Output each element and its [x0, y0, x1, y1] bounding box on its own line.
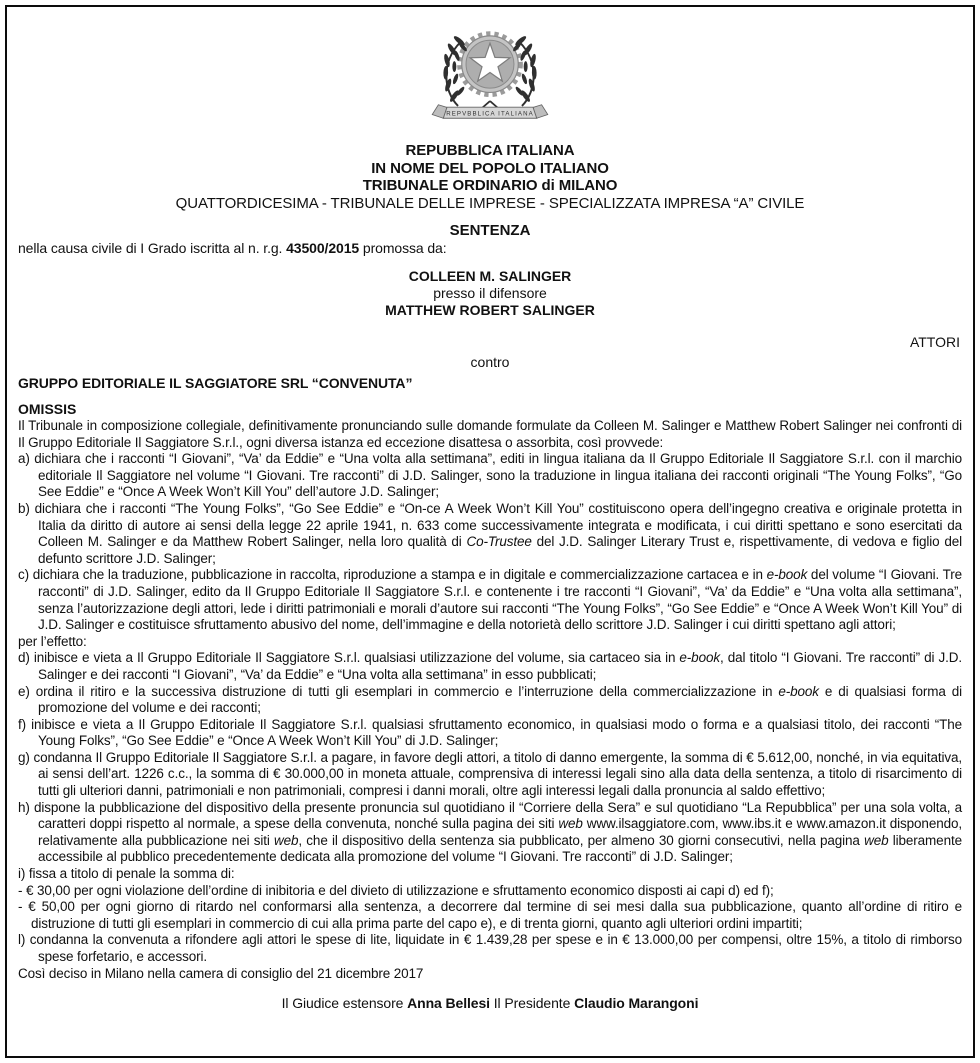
body-paragraph	[18, 717, 962, 750]
text-segment: web	[558, 816, 583, 832]
text-segment: web	[274, 832, 299, 848]
body-paragraph	[18, 684, 962, 717]
text-segment: l) condanna la convenuta a rifondere agli attori le spese di lite, liquidate in € 1.439,28 per spese e in € 13.000,00 per compensi, oltre 15%, a titolo di rimborso spese forfetario, e accessori.	[18, 932, 962, 964]
body-paragraph	[18, 418, 962, 451]
document-type-title: SENTENZA	[449, 222, 531, 239]
text-segment: g) condanna Il Gruppo Editoriale Il Saggiatore S.r.l. a pagare, in favore degli attori, a titolo di danno emergente, la somma di € 5.612,00, nonché, in via equitativa, ai sensi dell’art. 1226 c.c., la somma di € 30.000,00 in moneta attuale, comprensiva di interessi legali sino alla data della sentenza, a titolo di risarcimento di tutti gli ulteriori danni, patrimoniali e non patrimoniali, compresi i danni morali, oltre agli interessi legali dalla pronuncia al saldo effettivo;	[18, 749, 962, 799]
text-segment: i) fissa a titolo di penale la somma di:	[18, 866, 235, 882]
text-segment: , che il dispositivo della sentenza sia pubblicato, per almeno 30 giorni consecutivi, nella pagina	[298, 832, 865, 848]
text-segment: web	[864, 832, 889, 848]
body-paragraph	[18, 883, 962, 900]
body-paragraph	[18, 501, 962, 567]
text-segment: h) dispone la pubblicazione del dispositivo della presente pronuncia sul quotidiano il “Corriere della Sera” e sul quotidiano “La Repubblica” per una sola volta, a caratteri doppi rispetto al normale, a spese della convenuta, nonché sulla pagina dei siti	[18, 799, 962, 832]
text-segment: b) dichiara che i racconti “The Young Folks”, “Go See Eddie” e “On-ce A Week Won’t Kill You” costituiscono opera dell’ingegno creativa e originale protetta in Italia da diritto di autore ai sensi della legge 22 aprile 1941, n. 633 come successivamente integrata e modificata, i cui diritti spettano e sono esercitati da Colleen M. Salinger e da Matthew Robert Salinger, nella loro qualità di	[18, 500, 962, 550]
text-segment: , dal titolo “I Giovani. Tre racconti” di J.D. Salinger e dei racconti “I Giovani”, “Va’ da Eddie” e “Una volta alla settimana” in esso pubblicati;	[38, 650, 962, 682]
body-paragraph	[18, 800, 962, 866]
text-segment: Co-Trustee	[466, 534, 532, 550]
court-header-line: QUATTORDICESIMA - TRIBUNALE DELLE IMPRESE - SPECIALIZZATA IMPRESA “A” CIVILE	[175, 194, 805, 212]
text-segment: e) ordina il ritiro e la successiva distruzione di tutti gli esemplari in commercio e l’interruzione della commercializzazione in	[18, 683, 779, 699]
court-header	[18, 142, 962, 212]
body-paragraph	[18, 451, 962, 501]
body-paragraph	[18, 750, 962, 800]
text-segment: e-book	[778, 683, 819, 699]
text-segment: del volume “I Giovani. Tre racconti” di J.D. Salinger, edito da Il Gruppo Editoriale Il Saggiatore S.r.l. e contenente i tre racconti “I Giovani”, “Va’ da Eddie” e “Una volta alla settimana”, senza l’autorizzazione degli attori, lede i diritti patrimoniali e morali d’autore sui racconti “The Young Folks”, “Go See Eddie” e “Once A Week Won’t Kill You” di J.D. Salinger e costituisce sfruttamento abusivo del nome, dell’immagine e della notorietà dello scrittore J.D. Salinger i cui diritti spettano agli attori;	[38, 567, 963, 633]
text-segment: e di qualsiasi forma di promozione del volume e dei racconti;	[38, 683, 963, 716]
italian-republic-emblem-icon	[415, 15, 565, 133]
body-paragraph	[18, 650, 962, 683]
plaintiff-line: COLLEEN M. SALINGER	[408, 268, 572, 284]
defendant-name: GRUPPO EDITORIALE IL SAGGIATORE SRL “CONVENUTA”	[18, 375, 413, 391]
emblem-banner-text: REPVBBLICA ITALIANA	[446, 110, 534, 118]
text-segment: Anna Bellesi	[407, 995, 490, 1012]
text-segment: del J.D. Salinger Literary Trust e, rispettivamente, di vedova e figlio del defunto scrittore J.D. Salinger;	[38, 534, 962, 566]
text-segment: e-book	[679, 650, 720, 666]
text-segment: nella causa civile di I Grado iscritta al n. r.g.	[18, 240, 287, 256]
text-segment: Claudio Marangoni	[574, 995, 699, 1012]
text-segment: - € 30,00 per ogni violazione dell’ordine di inibitoria e del divieto di utilizzazione e sfruttamento economico disposti ai capi d) ed f);	[18, 882, 774, 898]
court-header-line: REPUBBLICA ITALIANA	[405, 142, 575, 159]
text-segment: d) inibisce e vieta a Il Gruppo Editoriale Il Saggiatore S.r.l. qualsiasi utilizzazione del volume, sia cartaceo sia in	[18, 650, 680, 666]
text-segment: www.ilsaggiatore.com, www.ibs.it e www.amazon.it disponendo, relativamente alla pubblicazione nei siti	[38, 816, 962, 848]
text-segment: liberamente accessibile al pubblico precedentemente dedicata alla promozione del volume “I Giovani. Tre racconti” di J.D. Salinger;	[38, 832, 962, 865]
text-segment: Il Tribunale in composizione collegiale, definitivamente pronunciando sulle domande formulate da Colleen M. Salinger e Matthew Robert Salinger nei confronti di Il Gruppo Editoriale Il Saggiatore S.r.l., ogni diversa istanza ed eccezione disattesa o assorbita, così provvede:	[18, 418, 962, 450]
document-page	[5, 5, 975, 1058]
text-segment: promossa da:	[359, 240, 447, 256]
body-paragraph	[18, 932, 962, 965]
plaintiff-line: MATTHEW ROBERT SALINGER	[385, 302, 595, 318]
plaintiff-line: presso il difensore	[433, 285, 547, 301]
body-paragraph	[18, 634, 962, 651]
body-paragraph	[18, 567, 962, 633]
ruling-body	[18, 418, 962, 966]
text-segment: 43500/2015	[286, 240, 360, 256]
emblem-container	[18, 15, 962, 138]
versus-label: contro	[470, 354, 510, 370]
court-header-line: IN NOME DEL POPOLO ITALIANO	[371, 159, 609, 177]
text-segment: Il Giudice estensore	[281, 995, 408, 1012]
text-segment: Il Presidente	[489, 995, 575, 1012]
text-segment: a) dichiara che i racconti “I Giovani”, “Va’ da Eddie” e “Una volta alla settimana”, editi in lingua italiana da Il Gruppo Editoriale Il Saggiatore S.r.l. con il marchio editoriale Il Saggiatore nel volume “I Giovani. Tre racconti” di J.D. Salinger, sono la traduzione in lingua italiana dei racconti originali “The Young Folks”, “Go See Eddie” e “Once A Week Won’t Kill You” dell’autore J.D. Salinger;	[18, 451, 962, 500]
text-segment: per l’effetto:	[18, 633, 87, 649]
plaintiffs-role-label: ATTORI	[909, 334, 960, 350]
text-segment: e-book	[766, 567, 808, 583]
judges-signature-line	[18, 995, 962, 1011]
case-registry-line	[18, 240, 962, 257]
decision-place-date-line: Così deciso in Milano nella camera di consiglio del 21 dicembre 2017	[18, 965, 424, 981]
text-segment: - € 50,00 per ogni giorno di ritardo nel conformarsi alla sentenza, a decorrere dal termine di sei mesi dalla sua pubblicazione, quanto all’ordine di ritiro e distruzione di tutti gli esemplari in commercio di cui alla prima parte del capo e), e di trenta giorni, quanto agli ulteriori ordini impartiti;	[18, 899, 962, 931]
text-segment: f) inibisce e vieta a Il Gruppo Editoriale Il Saggiatore S.r.l. qualsiasi sfruttamento economico, in qualsiasi modo o forma e a qualsiasi titolo, dei racconti “The Young Folks”, “Go See Eddie” e “Once A Week Won’t Kill You” di J.D. Salinger;	[18, 716, 962, 749]
body-paragraph	[18, 866, 962, 883]
omissis-label: OMISSIS	[18, 401, 77, 417]
plaintiffs-block	[18, 268, 962, 319]
text-segment: c) dichiara che la traduzione, pubblicazione in raccolta, riproduzione a stampa e in digitale e commercializzazione cartacea e in	[18, 567, 767, 583]
body-paragraph	[18, 899, 962, 932]
court-header-line: TRIBUNALE ORDINARIO di MILANO	[362, 177, 618, 194]
